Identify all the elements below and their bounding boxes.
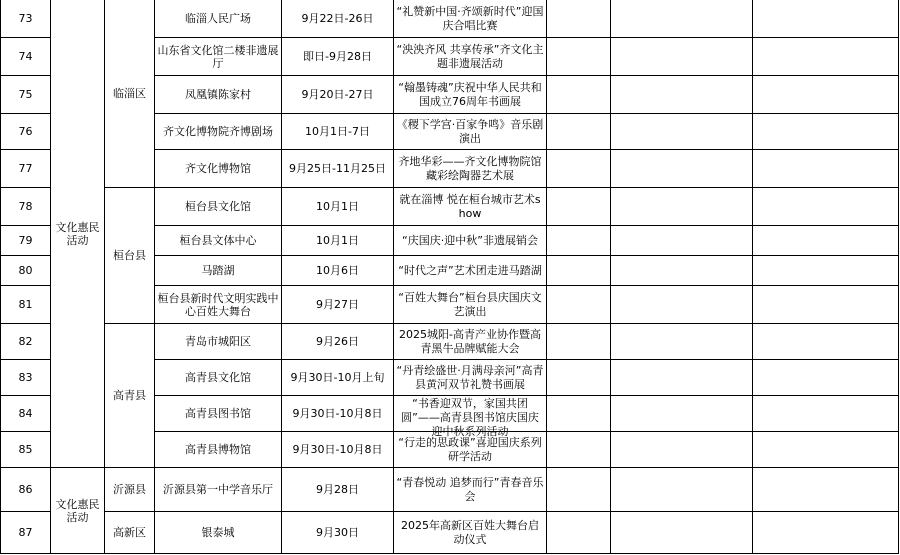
row-number: 77 [1, 150, 51, 188]
empty-cell [611, 286, 753, 324]
district-cell: 沂源县 [105, 468, 155, 512]
activity-cell: “泱泱齐风 共享传承”齐文化主题非遗展活动 [394, 38, 547, 76]
row-number: 83 [1, 360, 51, 396]
activity-cell: 《稷下学宫·百家争鸣》音乐剧演出 [394, 114, 547, 150]
venue-cell: 桓台县新时代文明实践中心百姓大舞台 [155, 286, 282, 324]
empty-cell [611, 188, 753, 226]
empty-cell [611, 512, 753, 554]
empty-cell [611, 468, 753, 512]
empty-cell [611, 114, 753, 150]
row-number: 75 [1, 76, 51, 114]
row-number: 86 [1, 468, 51, 512]
empty-cell [753, 226, 899, 256]
row-number: 84 [1, 396, 51, 432]
table-row [1, 468, 899, 512]
row-number: 85 [1, 432, 51, 468]
row-number: 74 [1, 38, 51, 76]
empty-cell [753, 188, 899, 226]
empty-cell [547, 396, 611, 432]
empty-cell [611, 38, 753, 76]
time-cell: 10月6日 [282, 256, 394, 286]
venue-cell: 银泰城 [155, 512, 282, 554]
empty-cell [547, 468, 611, 512]
venue-cell: 高青县文化馆 [155, 360, 282, 396]
empty-cell [547, 512, 611, 554]
empty-cell [753, 468, 899, 512]
empty-cell [611, 432, 753, 468]
empty-cell [547, 76, 611, 114]
venue-cell: 马踏湖 [155, 256, 282, 286]
empty-cell [611, 0, 753, 38]
empty-cell [547, 360, 611, 396]
category-cell: 文化惠民活动 [51, 0, 105, 468]
table-row [1, 324, 899, 360]
empty-cell [547, 150, 611, 188]
venue-cell: 青岛市城阳区 [155, 324, 282, 360]
time-cell: 10月1日-7日 [282, 114, 394, 150]
empty-cell [611, 324, 753, 360]
empty-cell [547, 432, 611, 468]
row-number: 76 [1, 114, 51, 150]
venue-cell: 齐文化博物馆 [155, 150, 282, 188]
time-cell: 9月20日-27日 [282, 76, 394, 114]
empty-cell [753, 38, 899, 76]
row-number: 73 [1, 0, 51, 38]
table-row [1, 512, 899, 554]
empty-cell [547, 38, 611, 76]
empty-cell [547, 324, 611, 360]
activity-cell: 2025年高新区百姓大舞台启动仪式 [394, 512, 547, 554]
activity-cell: “庆国庆·迎中秋”非遗展销会 [394, 226, 547, 256]
empty-cell [753, 114, 899, 150]
venue-cell: 临淄人民广场 [155, 0, 282, 38]
activity-cell: “青春悦动 追梦而行”青春音乐会 [394, 468, 547, 512]
time-cell: 9月26日 [282, 324, 394, 360]
venue-cell: 凤凰镇陈家村 [155, 76, 282, 114]
empty-cell [547, 286, 611, 324]
row-number: 87 [1, 512, 51, 554]
activity-cell: “时代之声”艺术团走进马踏湖 [394, 256, 547, 286]
activity-cell: “礼赞新中国·齐颂新时代”迎国庆合唱比赛 [394, 0, 547, 38]
table-row [1, 188, 899, 226]
empty-cell [753, 150, 899, 188]
empty-cell [753, 76, 899, 114]
row-number: 79 [1, 226, 51, 256]
time-cell: 10月1日 [282, 226, 394, 256]
row-number: 81 [1, 286, 51, 324]
time-cell: 9月30日-10月8日 [282, 396, 394, 432]
empty-cell [753, 256, 899, 286]
empty-cell [753, 396, 899, 432]
empty-cell [611, 360, 753, 396]
empty-cell [753, 324, 899, 360]
empty-cell [753, 360, 899, 396]
venue-cell: 沂源县第一中学音乐厅 [155, 468, 282, 512]
time-cell: 10月1日 [282, 188, 394, 226]
activity-cell: “书香迎双节，家国共团圆”——高青县图书馆庆国庆迎中秋系列活动 [394, 396, 547, 432]
time-cell: 9月25日-11月25日 [282, 150, 394, 188]
activity-cell: “百姓大舞台”桓台县庆国庆文艺演出 [394, 286, 547, 324]
time-cell: 9月30日 [282, 512, 394, 554]
activity-cell: 2025城阳-高青产业协作暨高青黑牛品牌赋能大会 [394, 324, 547, 360]
time-cell: 9月30日-10月8日 [282, 432, 394, 468]
empty-cell [547, 226, 611, 256]
time-cell: 9月30日-10月上旬 [282, 360, 394, 396]
empty-cell [753, 432, 899, 468]
empty-cell [753, 286, 899, 324]
activity-cell: “丹青绘盛世·月满母亲河”高青县黄河双节礼赞书画展 [394, 360, 547, 396]
district-cell: 临淄区 [105, 0, 155, 188]
category-cell: 文化惠民活动 [51, 468, 105, 554]
empty-cell [753, 512, 899, 554]
row-number: 80 [1, 256, 51, 286]
empty-cell [611, 256, 753, 286]
activity-cell: “翰墨铸魂”庆祝中华人民共和国成立76周年书画展 [394, 76, 547, 114]
venue-cell: 桓台县文化馆 [155, 188, 282, 226]
empty-cell [547, 114, 611, 150]
venue-cell: 高青县图书馆 [155, 396, 282, 432]
district-cell: 桓台县 [105, 188, 155, 324]
empty-cell [547, 0, 611, 38]
time-cell: 即日-9月28日 [282, 38, 394, 76]
table-row [1, 0, 899, 38]
venue-cell: 齐文化博物院齐博剧场 [155, 114, 282, 150]
row-number: 82 [1, 324, 51, 360]
venue-cell: 高青县博物馆 [155, 432, 282, 468]
time-cell: 9月22日-26日 [282, 0, 394, 38]
empty-cell [611, 76, 753, 114]
activity-cell: “行走的思政课”喜迎国庆系列研学活动 [394, 432, 547, 468]
empty-cell [547, 256, 611, 286]
row-number: 78 [1, 188, 51, 226]
empty-cell [611, 396, 753, 432]
district-cell: 高新区 [105, 512, 155, 554]
time-cell: 9月28日 [282, 468, 394, 512]
empty-cell [547, 188, 611, 226]
venue-cell: 山东省文化馆二楼非遗展厅 [155, 38, 282, 76]
activity-cell: 就在淄博 悦在桓台城市艺术show [394, 188, 547, 226]
time-cell: 9月27日 [282, 286, 394, 324]
empty-cell [611, 150, 753, 188]
empty-cell [753, 0, 899, 38]
venue-cell: 桓台县文体中心 [155, 226, 282, 256]
activity-cell: 齐地华彩——齐文化博物院馆藏彩绘陶器艺术展 [394, 150, 547, 188]
district-cell: 高青县 [105, 324, 155, 468]
empty-cell [611, 226, 753, 256]
